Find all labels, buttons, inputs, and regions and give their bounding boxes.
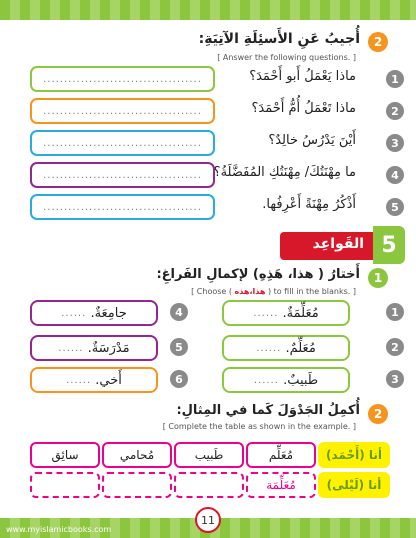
- instruction-words: هذا،هذه: [234, 287, 266, 296]
- section2-number: 2: [373, 35, 383, 49]
- answer-box[interactable]: [30, 194, 215, 220]
- section2-instruction: [ Answer the following questions. ]: [217, 53, 356, 62]
- answer-placeholder: ......................................: [43, 105, 202, 117]
- word-box[interactable]: [30, 367, 158, 393]
- word-box[interactable]: [222, 367, 350, 393]
- section2-title: أُجيبُ عَنِ الأَسئِلَةِ الآتِيَةِ:: [198, 31, 360, 47]
- blank: ......: [256, 342, 282, 354]
- item-number: 3: [386, 370, 404, 388]
- exercise2-number-badge: 2: [368, 404, 388, 424]
- table-cell: مُعَلِّمَة: [246, 472, 316, 498]
- table-cell: سائِق: [30, 442, 100, 468]
- question-text: ماذا تَعْمَلُ أُمُّ أَحْمَدَ؟: [251, 101, 356, 116]
- exercise1-instruction: [191, 287, 356, 296]
- section5-number-badge: 5: [373, 226, 405, 264]
- table-cell: طَبيب: [174, 442, 244, 468]
- exercise1-number-badge: 1: [368, 268, 388, 288]
- answer-placeholder: ......................................: [43, 73, 202, 85]
- blank: ......: [61, 307, 87, 319]
- table-cell: مُعَلِّم: [246, 442, 316, 468]
- word-box[interactable]: [30, 335, 158, 361]
- answer-placeholder: ......................................: [43, 201, 202, 213]
- section5-title: القَواعِد: [312, 236, 364, 252]
- word-text: أَخي.: [95, 372, 122, 388]
- section2-number-badge: [368, 32, 388, 52]
- table-input-cell[interactable]: [174, 472, 244, 498]
- word-box[interactable]: [222, 300, 350, 326]
- question-number: 1: [386, 70, 404, 88]
- item-number: 2: [386, 338, 404, 356]
- word-text: مَدْرَسَةٌ.: [87, 340, 130, 356]
- item-number: 5: [170, 338, 188, 356]
- blank: ......: [58, 342, 84, 354]
- blank: ......: [66, 374, 92, 386]
- word-text: مُعَلِّمٌ.: [285, 340, 316, 356]
- word-text: طَبيبٌ.: [283, 372, 319, 388]
- item-number: 4: [170, 303, 188, 321]
- question-number: 3: [386, 134, 404, 152]
- item-number: 1: [386, 303, 404, 321]
- website-url: www.myislamicbooks.com: [6, 525, 112, 534]
- word-box[interactable]: [30, 300, 158, 326]
- blank: ......: [253, 307, 279, 319]
- page-number: 11: [195, 507, 221, 533]
- blank: ......: [253, 374, 279, 386]
- question-number: 4: [386, 166, 404, 184]
- question-text: أَذْكُرُ مِهْنَةً أَعْرِفُها.: [262, 197, 356, 212]
- answer-box[interactable]: [30, 162, 215, 188]
- question-text: أَيْنَ يَدْرُسُ خالِدٌ؟: [268, 133, 356, 148]
- question-number: 2: [386, 102, 404, 120]
- word-box[interactable]: [222, 335, 350, 361]
- question-number: 5: [386, 198, 404, 216]
- word-text: جامِعَةٌ.: [90, 305, 127, 321]
- exercise1-title: أَختارُ ( هذا، هَذِهِ) لإكمالِ الفَراغِ:: [156, 267, 360, 282]
- exercise2-title: أُكمِلُ الجَدْوَلَ كَما في المِثالِ:: [176, 403, 360, 418]
- word-text: مُعَلِّمَةٌ.: [282, 305, 319, 321]
- table-label-cell: أنا (أَحْمَد): [318, 442, 390, 468]
- table-cell: مُحامي: [102, 442, 172, 468]
- instruction-pre: [ Choose (: [191, 287, 232, 296]
- instruction-post: ) to fill in the blanks. ]: [267, 287, 356, 296]
- answer-box[interactable]: [30, 130, 215, 156]
- exercise2-instruction: [ Complete the table as shown in the example. ]: [162, 422, 356, 431]
- question-text: ماذا يَعْمَلُ أَبو أَحْمَدَ؟: [249, 69, 356, 84]
- item-number: 6: [170, 370, 188, 388]
- question-text: ما مِهْنَتُكَ/ مِهْنَتُكِ المُفَضَّلَةُ؟: [213, 165, 356, 180]
- table-input-cell[interactable]: [102, 472, 172, 498]
- answer-box[interactable]: [30, 66, 215, 92]
- top-decorative-bar: [0, 0, 416, 20]
- answer-box[interactable]: [30, 98, 215, 124]
- answer-placeholder: ......................................: [43, 137, 202, 149]
- table-input-cell[interactable]: [30, 472, 100, 498]
- answer-placeholder: ......................................: [43, 169, 202, 181]
- table-label-cell: أنا (لَيْلى): [318, 472, 390, 498]
